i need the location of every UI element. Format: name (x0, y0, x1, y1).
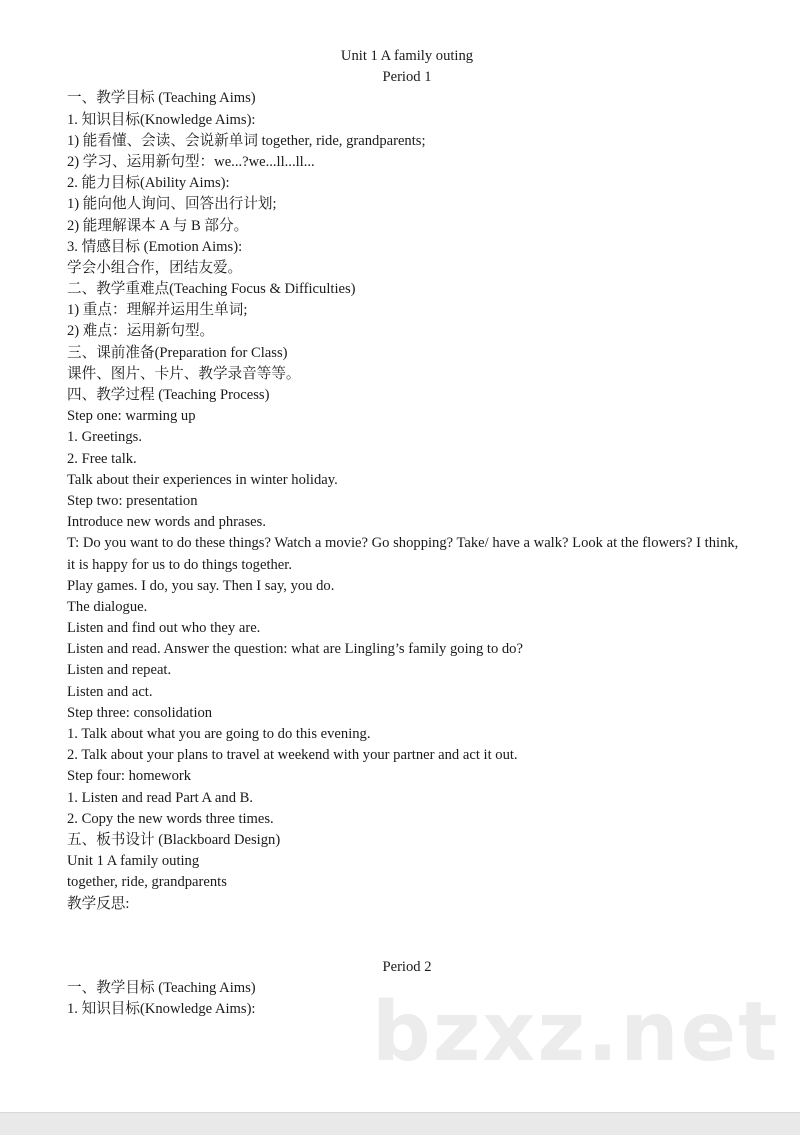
text-line: 1. Listen and read Part A and B. (67, 789, 254, 806)
text-line: 1. 知识目标(Knowledge Aims): (67, 1001, 256, 1018)
text-line: 2. Copy the new words three times. (67, 810, 274, 827)
text-line: 一、教学目标 (Teaching Aims) (67, 90, 256, 107)
text-line: 一、教学目标 (Teaching Aims) (67, 979, 256, 996)
text-line: 课件、图片、卡片、教学录音等等。 (67, 365, 301, 382)
text-line: Listen and act. (67, 683, 153, 700)
text-line: Step two: presentation (67, 492, 198, 509)
text-line: The dialogue. (67, 598, 148, 615)
period-2-heading: Period 2 (382, 958, 432, 975)
text-line: 五、板书设计 (Blackboard Design) (67, 831, 281, 848)
page-bottom-edge (0, 1112, 800, 1135)
text-line: 1) 能看懂、会读、会说新单词 together, ride, grandparents; (67, 132, 426, 149)
text-line: 学会小组合作，团结友爱。 (67, 259, 243, 276)
text-line: 2. Free talk. (67, 450, 137, 467)
text-line: 2) 能理解课本 A 与 B 部分。 (67, 217, 249, 234)
text-line: 2) 难点：运用新句型。 (67, 323, 215, 340)
teacher-paragraph: T: Do you want to do these things? Watch a movie? Go shopping? Take/ have a walk? Look at the flowers? I think, it is happy for us to do things together. (67, 535, 739, 573)
text-line: together, ride, grandparents (67, 874, 227, 891)
text-line: Listen and find out who they are. (67, 620, 261, 637)
text-line: 1) 能向他人询问、回答出行计划; (67, 196, 277, 213)
text-line: 1) 重点：理解并运用生单词; (67, 302, 248, 319)
watermark-logo: bzxz.net (372, 985, 780, 1080)
text-line: Step four: homework (67, 768, 192, 785)
document-content (67, 46, 747, 1020)
text-line: 2. 能力目标(Ability Aims): (67, 175, 230, 192)
period-1-heading: Period 1 (382, 69, 432, 86)
text-line: 教学反思: (67, 895, 130, 912)
text-line: 3. 情感目标 (Emotion Aims): (67, 238, 243, 255)
text-line: Play games. I do, you say. Then I say, you do. (67, 577, 335, 594)
section-gap (67, 915, 747, 957)
text-line: 1. Talk about what you are going to do this evening. (67, 726, 371, 743)
text-line: 1. 知识目标(Knowledge Aims): (67, 111, 256, 128)
text-line: 三、课前准备(Preparation for Class) (67, 344, 288, 361)
text-line: Unit 1 A family outing (67, 853, 200, 870)
text-line: Step three: consolidation (67, 704, 213, 721)
text-line: Step one: warming up (67, 408, 196, 425)
text-line: 四、教学过程 (Teaching Process) (67, 387, 270, 403)
text-line: Introduce new words and phrases. (67, 514, 266, 531)
doc-title: Unit 1 A family outing (340, 48, 474, 64)
text-line: Listen and repeat. (67, 662, 172, 679)
text-line: 1. Greetings. (67, 429, 142, 446)
text-line: Listen and read. Answer the question: what are Lingling’s family going to do? (67, 641, 523, 658)
text-line: 2) 学习、运用新句型：we...?we...ll...ll... (67, 153, 315, 170)
text-line: 2. Talk about your plans to travel at weekend with your partner and act it out. (67, 747, 518, 764)
text-line: 二、教学重难点(Teaching Focus & Difficulties) (67, 281, 356, 298)
text-line: Talk about their experiences in winter holiday. (67, 471, 338, 488)
